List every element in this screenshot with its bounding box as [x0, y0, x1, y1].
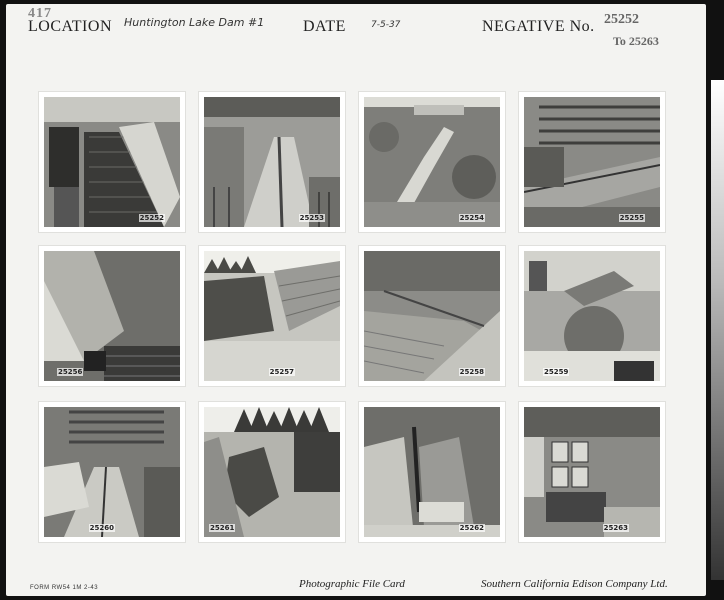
photo-tile — [359, 402, 505, 542]
card-number: 417 — [28, 6, 52, 21]
film-density-strip — [711, 80, 724, 580]
negative-number-from: 25252 — [604, 12, 639, 27]
negative-number-label: 25259 — [544, 368, 569, 376]
negative-number-label: 25261 — [210, 524, 235, 532]
negative-number-label: 25262 — [459, 524, 484, 532]
negative-number-label: 25263 — [603, 524, 628, 532]
photo-image — [364, 251, 500, 381]
negative-number-label: 25254 — [459, 214, 484, 222]
location-label: LOCATION — [28, 18, 112, 35]
negative-number-label: 25257 — [269, 368, 294, 376]
photo-image — [524, 407, 660, 537]
negative-number-label: 25260 — [89, 524, 114, 532]
negative-number-label: 25253 — [299, 214, 324, 222]
date-label: DATE — [303, 18, 346, 35]
photo-image — [364, 97, 500, 227]
photo-image — [524, 251, 660, 381]
company-name: Southern California Edison Company Ltd. — [481, 578, 668, 590]
negative-label: NEGATIVE No. — [482, 18, 595, 35]
card-title: Photographic File Card — [299, 578, 405, 590]
photographic-file-card — [6, 4, 706, 596]
date-value: 7-5-37 — [371, 20, 401, 30]
photo-tile — [39, 402, 185, 542]
photo-tile — [39, 246, 185, 386]
photo-tile — [39, 92, 185, 232]
photo-image — [204, 251, 340, 381]
photo-image — [204, 407, 340, 537]
location-value: Huntington Lake Dam #1 — [124, 16, 265, 29]
photo-image — [44, 251, 180, 381]
photo-image — [44, 407, 180, 537]
photo-image — [524, 97, 660, 227]
photo-image — [44, 97, 180, 227]
negative-number-label: 25256 — [58, 368, 83, 376]
photo-tile — [199, 246, 345, 386]
photo-tile — [359, 246, 505, 386]
photo-tile — [519, 402, 665, 542]
photo-tile — [199, 92, 345, 232]
photo-image — [204, 97, 340, 227]
photo-tile — [519, 246, 665, 386]
negative-number-label: 25258 — [459, 368, 484, 376]
form-number: FORM RW54 1M 2-43 — [30, 585, 99, 591]
photo-tile — [199, 402, 345, 542]
photo-tile — [359, 92, 505, 232]
negative-number-label: 25252 — [139, 214, 164, 222]
negative-number-to: To 25263 — [613, 34, 659, 48]
photo-tile — [519, 92, 665, 232]
negative-number-label: 25255 — [619, 214, 644, 222]
photo-image — [364, 407, 500, 537]
